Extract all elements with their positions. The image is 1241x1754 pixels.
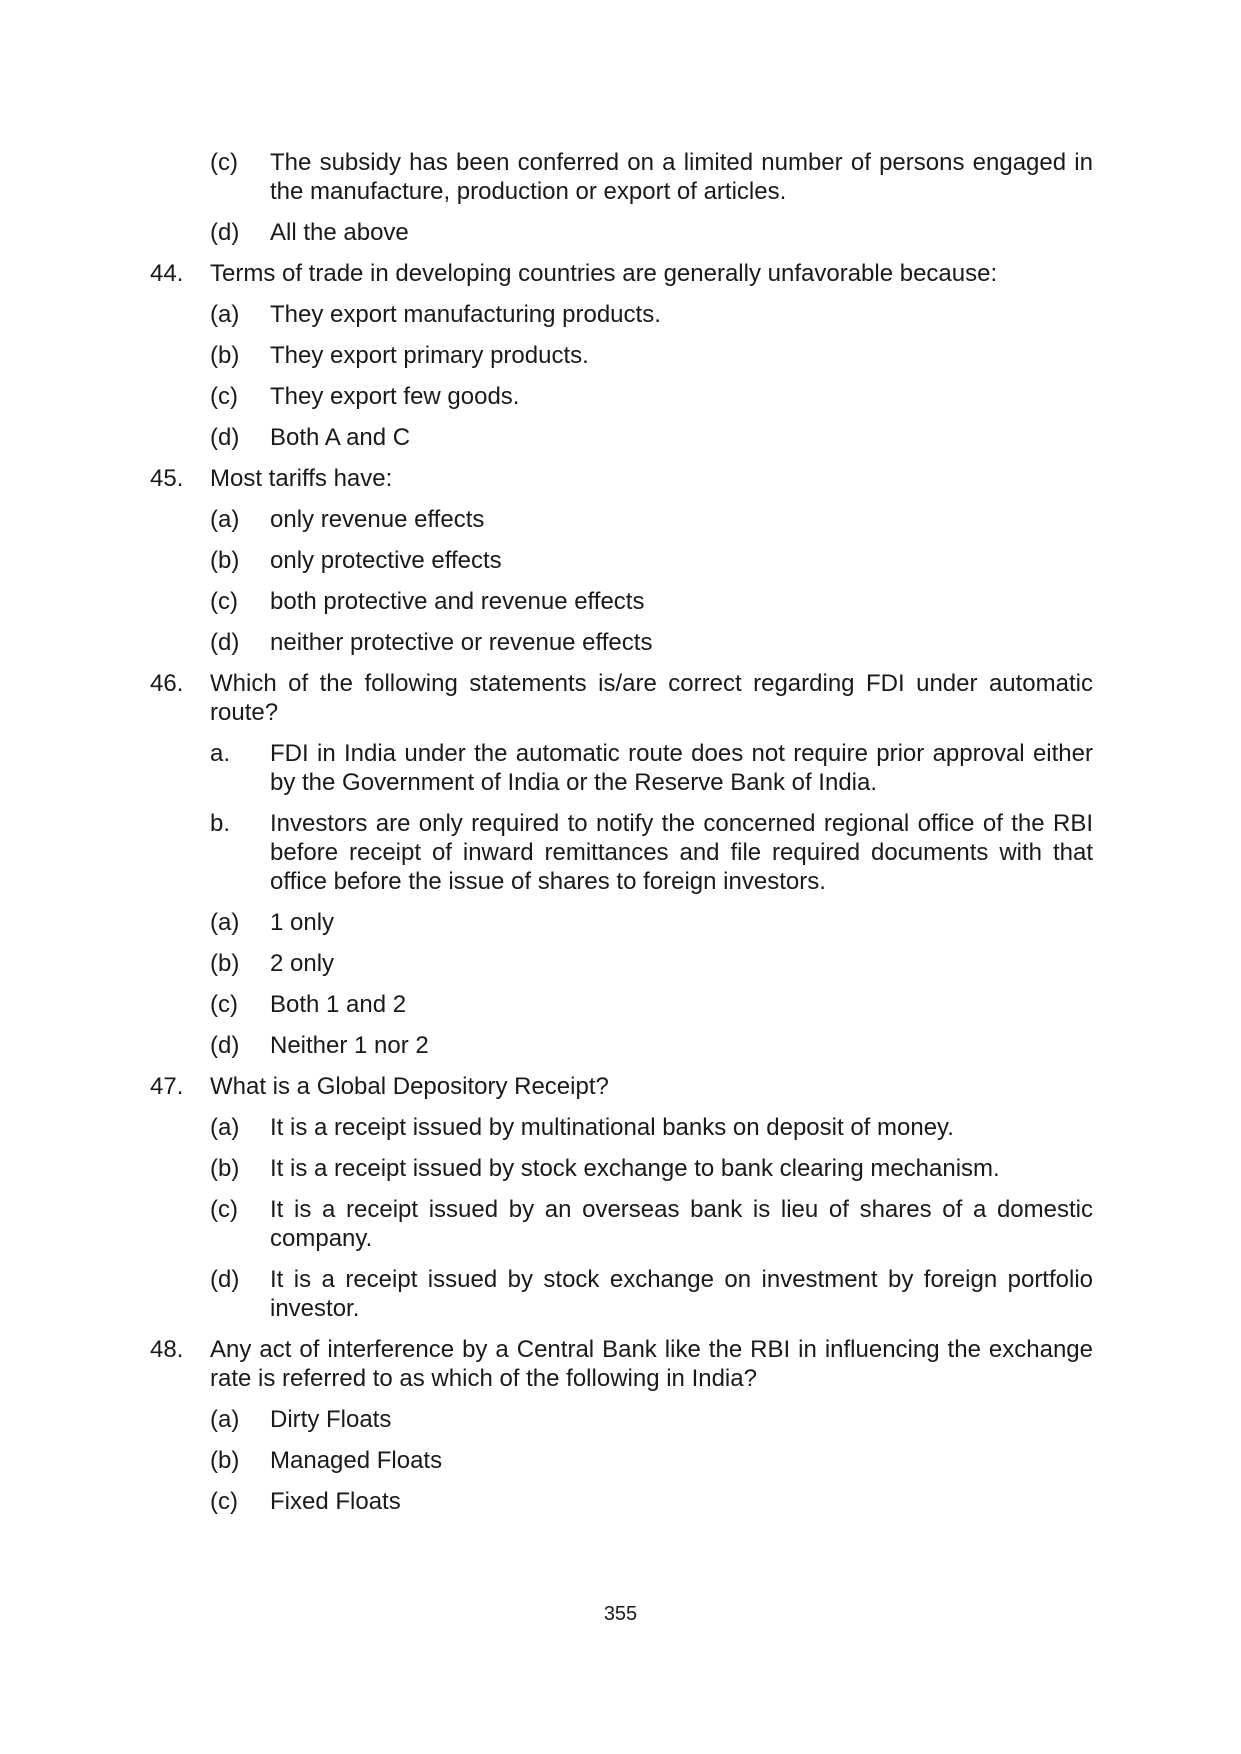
page-number: 355	[603, 1603, 638, 1625]
option-text: 2 only	[270, 950, 335, 977]
option-text: Both 1 and 2	[270, 991, 407, 1018]
statement-label: b.	[210, 810, 231, 837]
option-label: (d)	[210, 424, 240, 451]
option-item	[210, 1405, 1093, 1434]
question-text: Which of the following statements is/are correct regarding FDI under automatic route?	[210, 670, 1093, 726]
option-text: It is a receipt issued by stock exchange to bank clearing mechanism.	[270, 1155, 1000, 1182]
question-number: 48.	[150, 1336, 184, 1363]
option-item	[210, 1446, 1093, 1475]
option-item	[210, 628, 1093, 657]
option-label: (a)	[210, 1114, 240, 1141]
option-text: 1 only	[270, 909, 335, 936]
option-label: (c)	[210, 383, 238, 410]
option-label: (a)	[210, 909, 240, 936]
question-number: 44.	[150, 260, 184, 287]
option-label: (b)	[210, 547, 240, 574]
option-text: Fixed Floats	[270, 1488, 401, 1515]
question-number: 46.	[150, 670, 184, 697]
option-label: (d)	[210, 1266, 240, 1293]
question-46	[150, 669, 1093, 727]
question-number: 47.	[150, 1073, 184, 1100]
option-label: (a)	[210, 301, 240, 328]
option-item	[210, 1154, 1093, 1183]
option-item	[210, 423, 1093, 452]
option-text: Dirty Floats	[270, 1406, 392, 1433]
option-text: Neither 1 nor 2	[270, 1032, 429, 1059]
statement-label: a.	[210, 740, 231, 767]
option-item	[210, 587, 1093, 616]
option-item	[210, 1265, 1093, 1323]
option-item	[210, 382, 1093, 411]
option-text: All the above	[270, 219, 409, 246]
question-text: Terms of trade in developing countries are generally unfavorable because:	[210, 260, 998, 287]
option-item	[210, 505, 1093, 534]
option-text: It is a receipt issued by stock exchange on investment by foreign portfolio investor.	[270, 1266, 1093, 1322]
option-text: It is a receipt issued by an overseas bank is lieu of shares of a domestic company.	[270, 1196, 1093, 1252]
question-48	[150, 1335, 1093, 1393]
option-item	[210, 1487, 1093, 1516]
option-text: They export manufacturing products.	[270, 301, 661, 328]
statement-item	[210, 739, 1093, 797]
option-item	[210, 990, 1093, 1019]
option-item	[210, 1031, 1093, 1060]
question-45	[150, 464, 1093, 493]
statement-item	[210, 809, 1093, 896]
option-text: The subsidy has been conferred on a limited number of persons engaged in the manufacture, production or export of articles.	[270, 149, 1093, 205]
option-label: (b)	[210, 1447, 240, 1474]
option-label: (b)	[210, 342, 240, 369]
option-label: (d)	[210, 1032, 240, 1059]
option-text: neither protective or revenue effects	[270, 629, 653, 656]
option-item	[210, 949, 1093, 978]
option-label: (d)	[210, 219, 240, 246]
option-label: (b)	[210, 1155, 240, 1182]
option-text: They export primary products.	[270, 342, 589, 369]
option-item	[210, 341, 1093, 370]
question-44	[150, 259, 1093, 288]
option-text: Managed Floats	[270, 1447, 443, 1474]
option-text: Both A and C	[270, 424, 411, 451]
statement-text: Investors are only required to notify the concerned regional office of the RBI before receipt of inward remittances and file required documents with that office before the issue of shares to foreign investors.	[270, 810, 1093, 895]
option-item	[210, 218, 1093, 247]
option-item	[210, 908, 1093, 937]
option-item	[210, 1195, 1093, 1253]
question-list	[150, 148, 1093, 1528]
option-item	[210, 300, 1093, 329]
option-item	[210, 546, 1093, 575]
option-label: (c)	[210, 1196, 238, 1223]
option-label: (a)	[210, 506, 240, 533]
option-text: only revenue effects	[270, 506, 485, 533]
question-text: Most tariffs have:	[210, 465, 393, 492]
question-number: 45.	[150, 465, 184, 492]
option-text: It is a receipt issued by multinational banks on deposit of money.	[270, 1114, 954, 1141]
option-label: (c)	[210, 991, 238, 1018]
option-label: (d)	[210, 629, 240, 656]
option-text: both protective and revenue effects	[270, 588, 645, 615]
question-text: What is a Global Depository Receipt?	[210, 1073, 609, 1100]
option-label: (c)	[210, 588, 238, 615]
question-47	[150, 1072, 1093, 1101]
statement-text: FDI in India under the automatic route does not require prior approval either by the Government of India or the Reserve Bank of India.	[270, 740, 1093, 796]
question-text: Any act of interference by a Central Bank like the RBI in influencing the exchange rate is referred to as which of the following in India?	[210, 1336, 1093, 1392]
option-item	[210, 148, 1093, 206]
option-label: (b)	[210, 950, 240, 977]
option-label: (a)	[210, 1406, 240, 1433]
option-label: (c)	[210, 149, 238, 176]
option-text: They export few goods.	[270, 383, 520, 410]
option-text: only protective effects	[270, 547, 502, 574]
option-label: (c)	[210, 1488, 238, 1515]
option-item	[210, 1113, 1093, 1142]
